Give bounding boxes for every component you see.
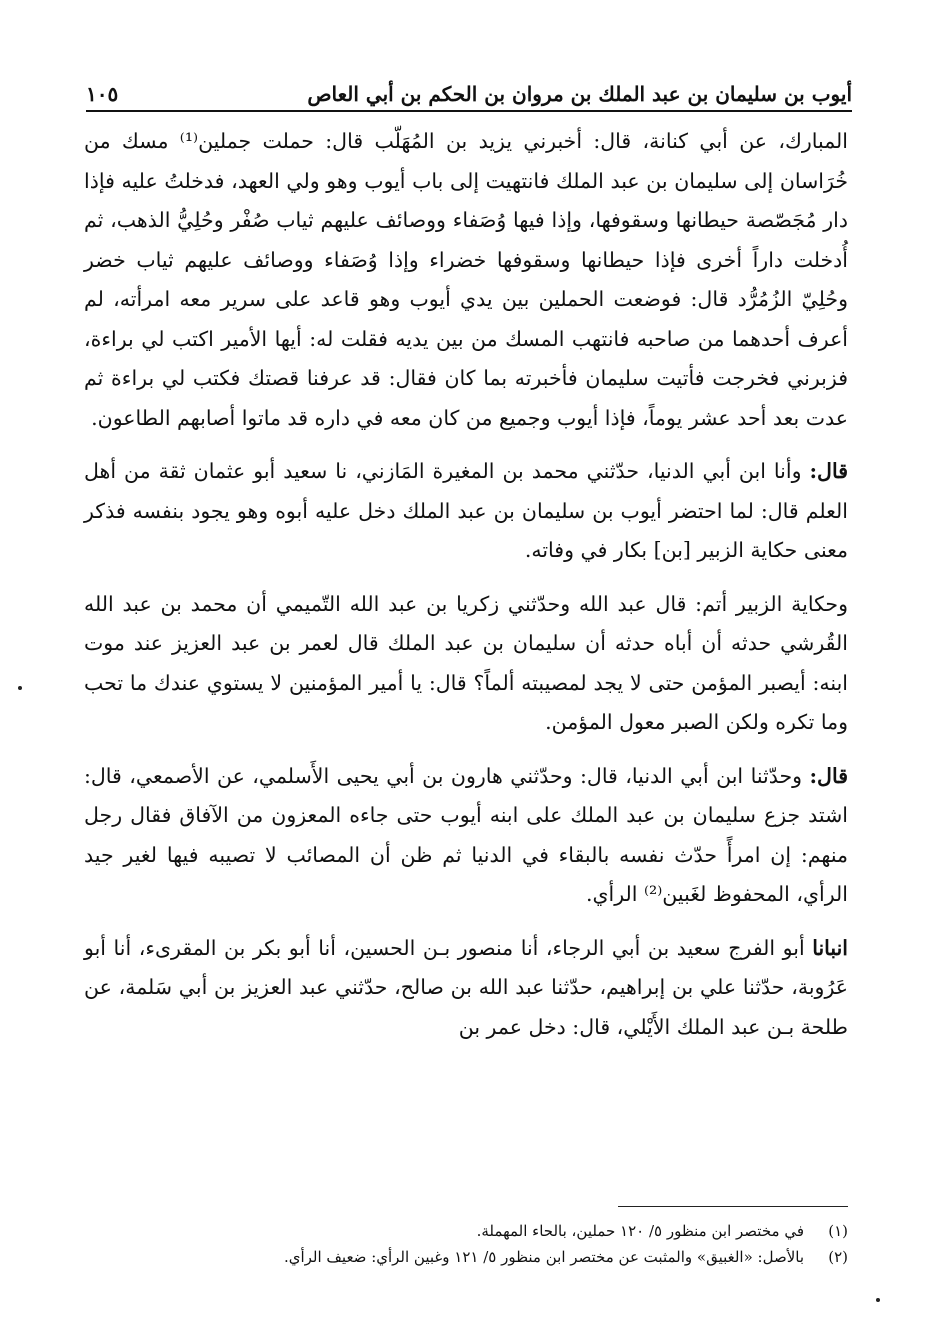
footnote-2 — [84, 1244, 848, 1270]
footnote-1-number: (١) — [828, 1222, 848, 1240]
scan-speck-2 — [876, 1298, 880, 1302]
header-title: أيوب بن سليمان بن عبد الملك بن مروان بن الحكم بن أبي العاص — [307, 82, 852, 106]
paragraph-4 — [84, 757, 848, 915]
footnote-1 — [84, 1218, 848, 1244]
footnotes — [84, 1218, 848, 1270]
paragraph-2-text: وأنا ابن أبي الدنيا، حدّثني محمد بن المغيرة المَازني، نا سعيد أبو عثمان ثقة من أهل العلم قال: لما احتضر أيوب بن سليمان بن عبد الملك دخل عليه أبوه وهو يجود بنفسه فذكر معنى حكاية الزبير [بن] بكار في وفاته. — [84, 459, 848, 562]
paragraph-3 — [84, 585, 848, 743]
paragraph-5-lead: انبانا — [812, 935, 848, 960]
paragraph-5-text: أبو الفرج سعيد بن أبي الرجاء، أنا منصور بـن الحسين، أنا أبو بكر بن المقرىء، أنا أبو عَرُوبة، حدّثنا علي بن إبراهيم، حدّثنا عبد الله بن صالح، حدّثني عبد العزيز بن أبي سَلمة، عن طلحة بـن عبد الملك الأَيْلي، قال: دخل عمر بن — [84, 935, 848, 1039]
paragraph-1 — [84, 122, 848, 438]
footnote-separator — [618, 1206, 848, 1207]
paragraph-4-lead: قال: — [809, 763, 848, 788]
paragraph-2 — [84, 452, 848, 571]
footnote-2-text: بالأصل: «الغبيق» والمثبت عن مختصر ابن منظور ٥/ ١٢١ وغبين الرأي: ضعيف الرأي. — [283, 1248, 804, 1266]
footnote-1-text: في مختصر ابن منظور ٥/ ١٢٠ حملين، بالحاء المهملة. — [476, 1222, 804, 1240]
scan-speck-1 — [18, 686, 22, 690]
paragraph-2-lead: قال: — [809, 459, 848, 483]
paragraph-3-text: وحكاية الزبير أتم: قال عبد الله وحدّثني زكريا بن عبد الله التّميمي أن محمد بن عبد الله القُرشي حدثه أن أباه حدثه أن سليمان بن عبد الملك قال لعمر بن عبد العزيز عند موت ابنه: أيصبر المؤمن حتى لا يجد لمصيبته ألماً؟ قال: يا أمير المؤمنين لا يستوي عندك ما تحب وما تكره ولكن الصبر معول المؤمن. — [84, 591, 848, 734]
paragraph-1-text: المبارك، عن أبي كنانة، قال: أخبرني يزيد بن المُهَلّب قال: حملت جملين⁽¹⁾ مسك من خُرَاسان إلى سليمان بن عبد الملك فانتهيت إلى باب أيوب وهو ولي العهد، فدخلتُ عليه فإذا دار مُجَصّصة حيطانها وسقوفها، وإذا فيها وُصَفاء ووصائف عليهم ثياب صُفْر وحُلِيُّ الذهب، ثم أُدخلت داراً أخرى فإذا حيطانها وسقوفها خضراء وإذا وُصَفاء ووصائف عليهم ثياب خضر وحُلِيّ الزُمُرُّد قال: فوضعت الحملين بين يدي أيوب وهو قاعد على سرير معه امرأته، لم أعرف أحدهما من صاحبه فانتهب المسك من بين يديه فقلت له: أيها الأمير اكتب لي براءة، فزبرني فخرجت فأتيت سليمان فأخبرته بما كان فقال: قد عرفنا قصتك فكتب لي براءة ثم عدت بعد أحد عشر يوماً، فإذا أيوب وجميع من كان معه في داره قد ماتوا أصابهم الطاعون. — [84, 129, 848, 430]
page-number: ١٠٥ — [86, 82, 119, 106]
running-header — [86, 66, 852, 112]
main-text — [84, 122, 848, 1061]
paragraph-4-text: وحدّثنا ابن أبي الدنيا، قال: وحدّثني هارون بن أبي يحيى الأَسلمي، عن الأصمعي، قال: اشتد جزع سليمان بن عبد الملك على ابنه أيوب حتى جاءه المعزون من الآفاق فقال رجل منهم: إن امرأً حدّث نفسه بالبقاء في الدنيا ثم ظن أن المصائب لا تصيبه فيها لغير جيد الرأي، المحفوظ لغَبين⁽²⁾ الرأي. — [84, 763, 848, 906]
paragraph-5 — [84, 929, 848, 1048]
footnote-2-number: (٢) — [828, 1248, 848, 1266]
